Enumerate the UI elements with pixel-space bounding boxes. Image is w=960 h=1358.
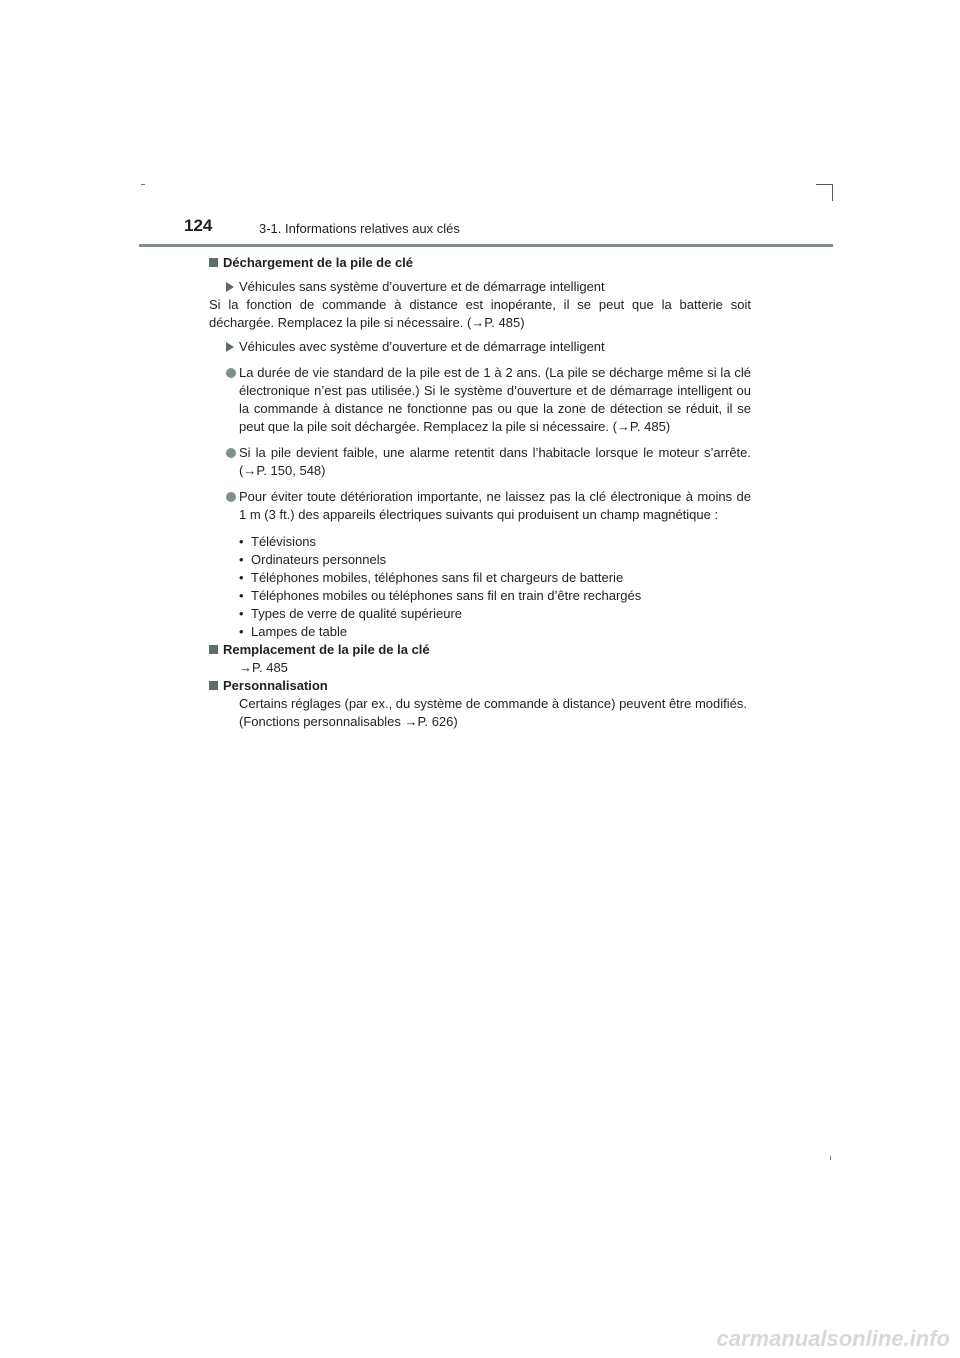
circle-bullet-icon [226,368,236,378]
section-title: 3-1. Informations relatives aux clés [259,221,460,236]
subheading-without-smart-entry: Véhicules sans système d’ouverture et de démarrage intelligent [209,278,751,296]
page-number: 124 [184,216,213,235]
appliance-list [209,533,751,641]
square-bullet-icon [209,258,218,267]
crop-tick-top-left [141,184,145,185]
list-item: • Lampes de table [239,623,751,641]
crop-tick-bottom-right [830,1156,831,1160]
list-item: • Ordinateurs personnels [239,551,751,569]
circle-bullet-icon [226,492,236,502]
watermark: carmanualsonline.info [716,1326,950,1351]
square-bullet-icon [209,645,218,654]
list-item: • Types de verre de qualité supérieure [239,605,751,623]
list-item: • Télévisions [239,533,751,551]
circle-bullet-icon [226,448,236,458]
crop-mark-icon [816,184,833,201]
subheading-with-smart-entry: Véhicules avec système d’ouverture et de démarrage intelligent [209,338,751,356]
list-item: • Téléphones mobiles, téléphones sans fil et chargeurs de batterie [239,569,751,587]
triangle-bullet-icon [226,282,234,292]
paragraph-customization: Certains réglages (par ex., du système de commande à distance) peuvent être modifiés. [239,696,747,711]
point-magnetic-field-warning: Pour éviter toute détérioration importante, ne laissez pas la clé électronique à moins de 1 m (3 ft.) des appareils électriques suivants qui produisent un champ magnétique : [209,488,751,524]
triangle-bullet-icon [226,342,234,352]
point-battery-life: La durée de vie standard de la pile est de 1 à 2 ans. (La pile se décharge même si la clé électronique n’est pas utilisée.) Si le système d’ouverture et de démarrage intelligent ou la commande à distance ne fonctionne pas ou que la zone de détection se réduit, il se peut que la pile soit déchargée. Remplacez la pile si nécessaire. (→P. 485) [209,364,751,436]
reference-customizable-functions: (Fonctions personnalisables →P. 626) [239,714,458,729]
heading-battery-discharge: Déchargement de la pile de clé [209,254,751,272]
paragraph-remote-inoperative: Si la fonction de commande à distance est inopérante, il se peut que la batterie soit déchargée. Remplacez la pile si nécessaire. (→P. 485) [209,297,751,330]
heading-customization: Personnalisation [209,677,751,695]
square-bullet-icon [209,681,218,690]
header-divider [139,244,833,247]
list-item: • Téléphones mobiles ou téléphones sans fil en train d’être rechargés [239,587,751,605]
point-low-battery-alarm: Si la pile devient faible, une alarme retentit dans l’habitacle lorsque le moteur s’arrête. (→P. 150, 548) [209,444,751,480]
heading-key-battery-replacement: Remplacement de la pile de la clé [209,641,751,659]
page-content [209,254,751,731]
reference-page-485: →P. 485 [239,660,288,675]
